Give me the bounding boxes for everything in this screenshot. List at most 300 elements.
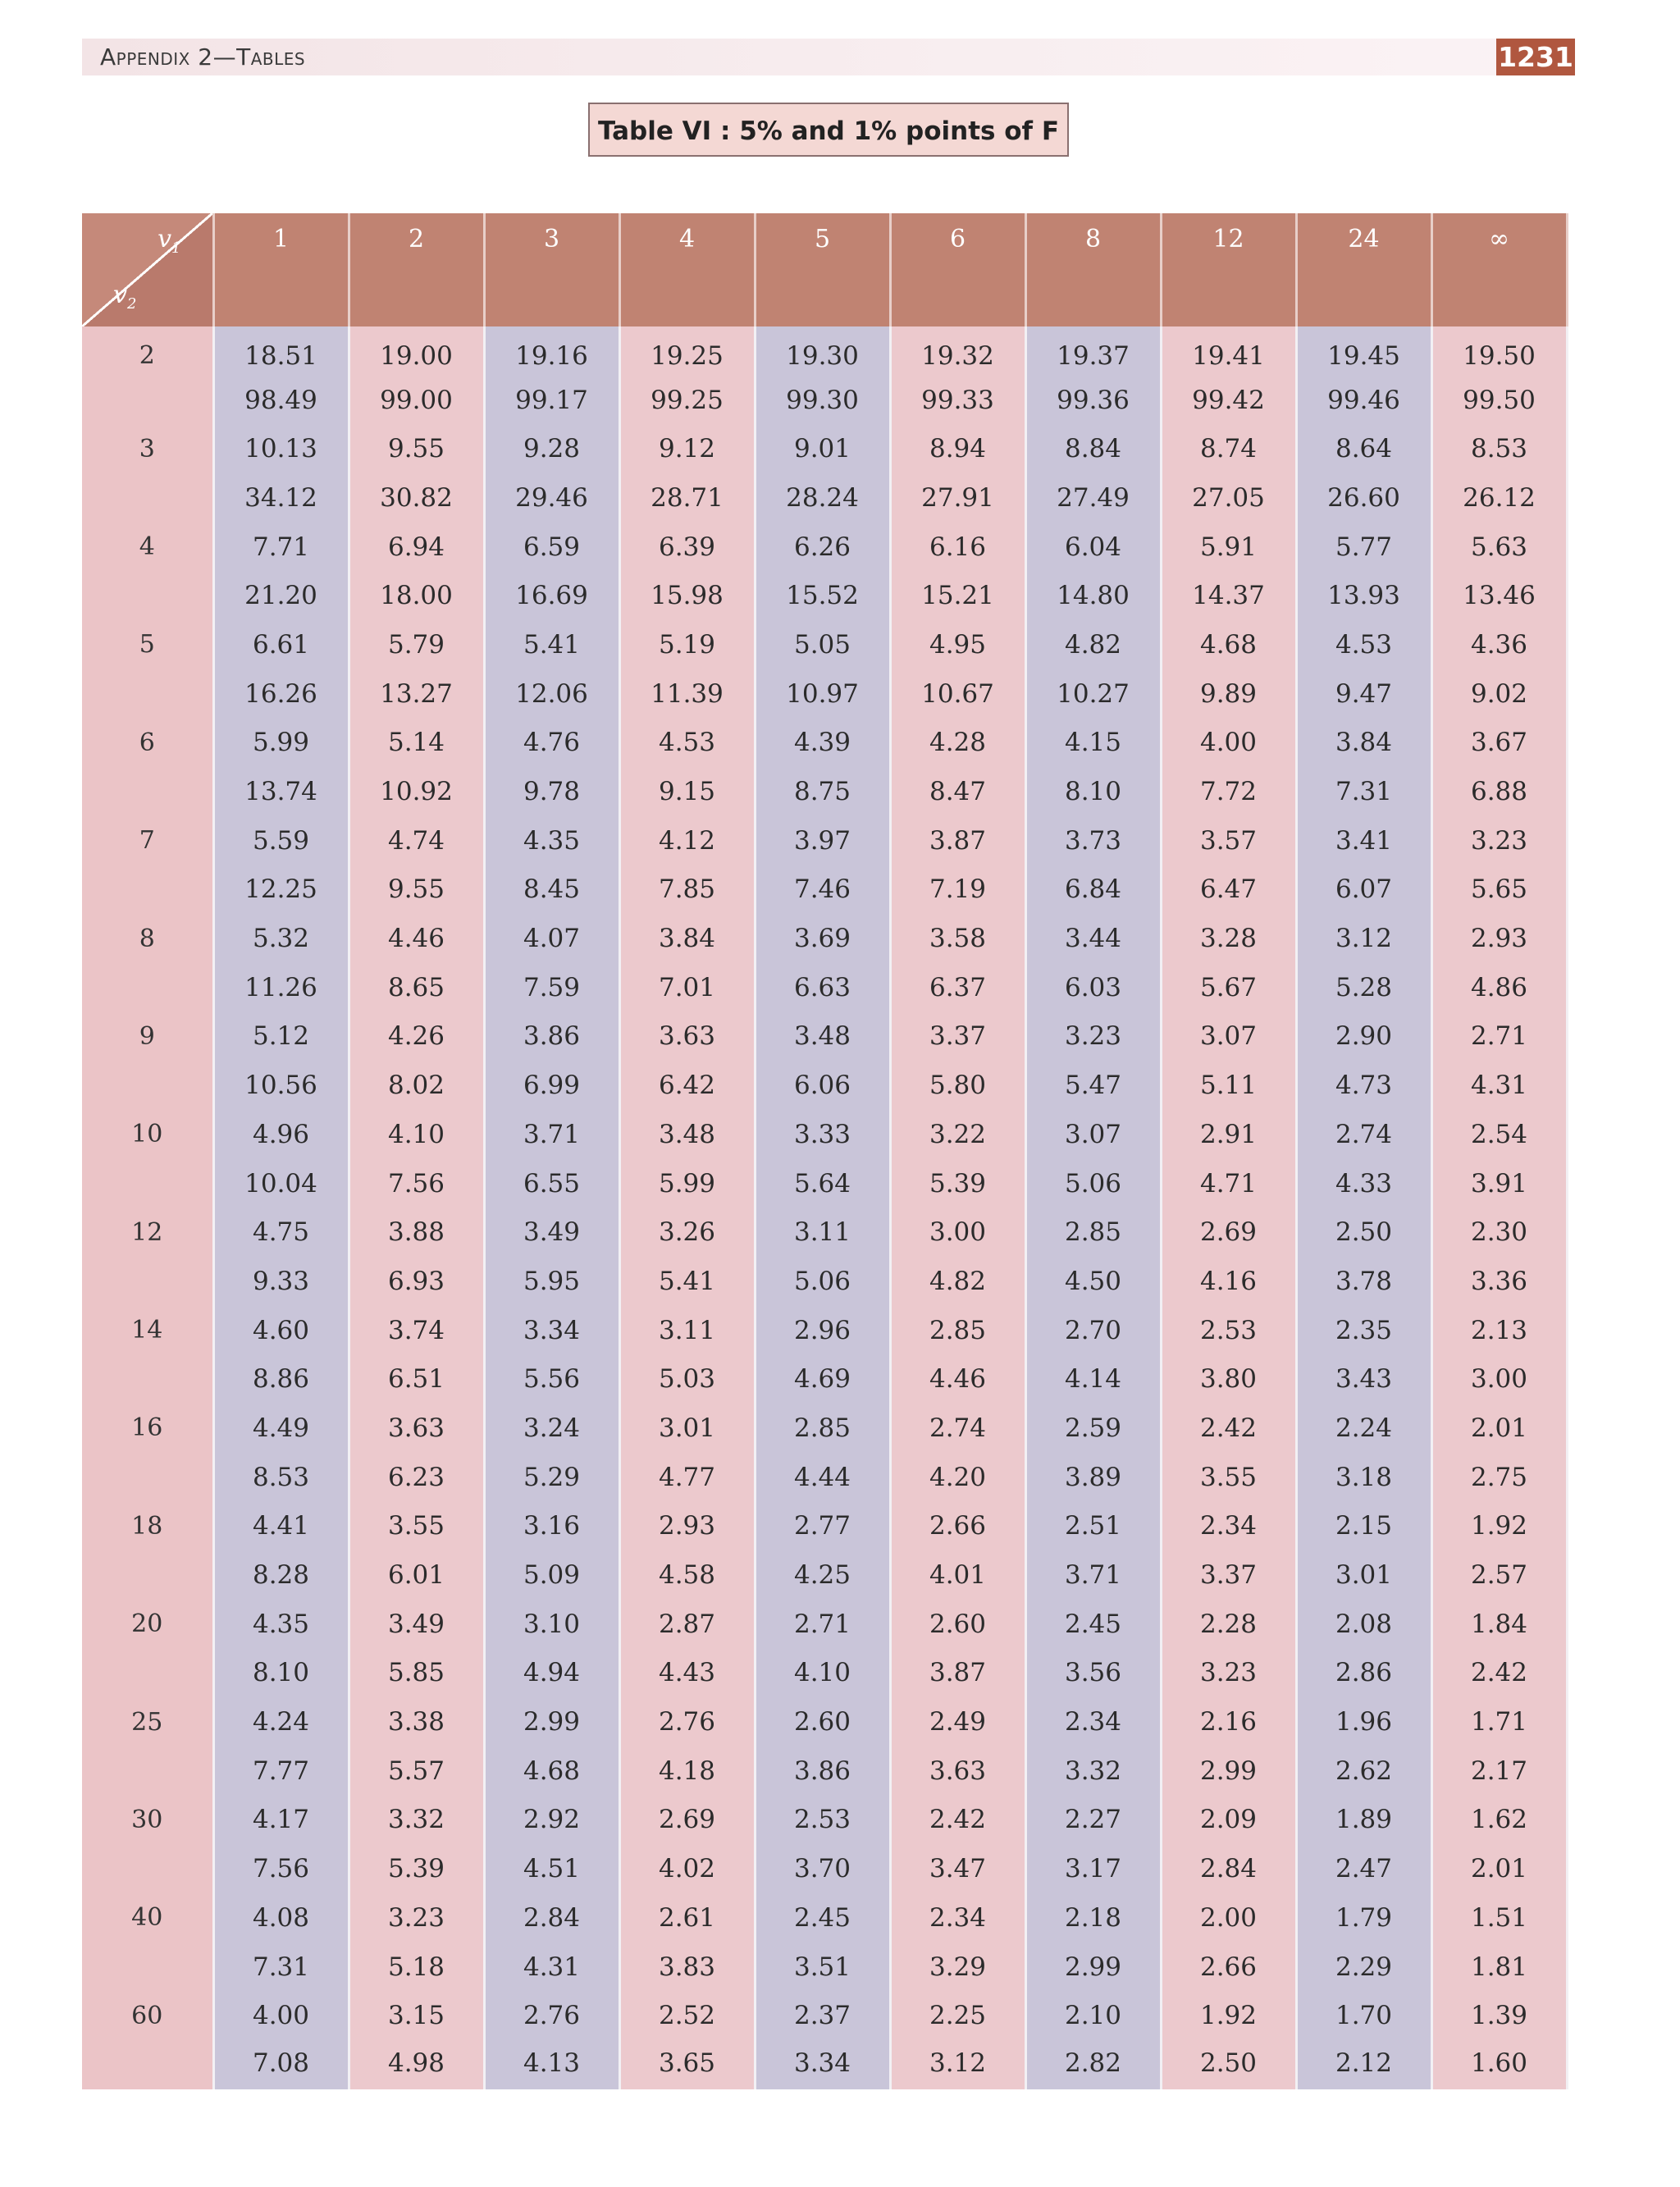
table-cell: 6.26 <box>755 523 890 572</box>
v2-cell <box>82 1061 213 1110</box>
table-cell: 4.02 <box>619 1844 755 1893</box>
table-cell: 2.18 <box>1025 1893 1161 1943</box>
table-cell: 3.22 <box>890 1110 1025 1159</box>
table-cell: 10.04 <box>213 1159 349 1208</box>
table-cell: 2.76 <box>619 1697 755 1746</box>
table-cell: 19.41 <box>1161 326 1296 376</box>
table-body <box>82 326 1567 2089</box>
table-cell: 3.83 <box>619 1943 755 1992</box>
table-cell: 6.47 <box>1161 865 1296 915</box>
table-cell: 2.99 <box>1161 1746 1296 1796</box>
table-cell: 19.00 <box>349 326 484 376</box>
v2-cell <box>82 473 213 523</box>
table-cell: 4.10 <box>755 1649 890 1698</box>
table-cell: 4.73 <box>1296 1061 1431 1110</box>
table-cell: 2.59 <box>1025 1404 1161 1453</box>
table-cell: 99.42 <box>1161 376 1296 425</box>
table-cell: 4.68 <box>1161 620 1296 669</box>
table-row <box>82 1697 1567 1746</box>
table-cell: 5.65 <box>1431 865 1567 915</box>
table-cell: 2.71 <box>1431 1012 1567 1062</box>
table-cell: 3.55 <box>1161 1453 1296 1502</box>
table-cell: 9.02 <box>1431 669 1567 719</box>
table-cell: 34.12 <box>213 473 349 523</box>
table-cell: 1.92 <box>1431 1502 1567 1551</box>
table-cell: 2.96 <box>755 1306 890 1355</box>
table-cell: 4.58 <box>619 1550 755 1600</box>
table-row <box>82 865 1567 915</box>
table-cell: 2.16 <box>1161 1697 1296 1746</box>
table-cell: 2.66 <box>1161 1943 1296 1992</box>
table-cell: 3.48 <box>619 1110 755 1159</box>
table-cell: 4.50 <box>1025 1257 1161 1306</box>
table-row <box>82 669 1567 719</box>
table-cell: 3.44 <box>1025 914 1161 963</box>
v2-cell <box>82 1159 213 1208</box>
table-cell: 5.29 <box>484 1453 619 1502</box>
table-cell: 3.23 <box>1025 1012 1161 1062</box>
table-cell: 27.05 <box>1161 473 1296 523</box>
table-cell: 2.90 <box>1296 1012 1431 1062</box>
table-cell: 6.93 <box>349 1257 484 1306</box>
table-cell: 6.39 <box>619 523 755 572</box>
v2-cell: 6 <box>82 719 213 768</box>
table-cell: 2.50 <box>1296 1208 1431 1257</box>
table-cell: 4.13 <box>484 2040 619 2089</box>
table-cell: 3.84 <box>1296 719 1431 768</box>
table-cell: 2.37 <box>755 1991 890 2040</box>
table-cell: 1.89 <box>1296 1796 1431 1845</box>
table-cell: 9.89 <box>1161 669 1296 719</box>
table-cell: 6.37 <box>890 963 1025 1012</box>
table-cell: 1.71 <box>1431 1697 1567 1746</box>
table-cell: 4.94 <box>484 1649 619 1698</box>
table-cell: 2.91 <box>1161 1110 1296 1159</box>
v2-cell: 30 <box>82 1796 213 1845</box>
table-cell: 6.63 <box>755 963 890 1012</box>
column-header: ∞ <box>1431 213 1567 326</box>
table-cell: 99.17 <box>484 376 619 425</box>
table-cell: 11.26 <box>213 963 349 1012</box>
v2-cell: 5 <box>82 620 213 669</box>
table-cell: 1.92 <box>1161 1991 1296 2040</box>
table-row <box>82 1306 1567 1355</box>
table-cell: 3.07 <box>1161 1012 1296 1062</box>
table-cell: 5.11 <box>1161 1061 1296 1110</box>
v2-cell: 9 <box>82 1012 213 1062</box>
table-cell: 6.16 <box>890 523 1025 572</box>
table-cell: 6.42 <box>619 1061 755 1110</box>
table-row <box>82 424 1567 473</box>
table-cell: 6.23 <box>349 1453 484 1502</box>
table-cell: 2.42 <box>1161 1404 1296 1453</box>
table-cell: 3.43 <box>1296 1354 1431 1404</box>
table-cell: 4.44 <box>755 1453 890 1502</box>
table-cell: 6.99 <box>484 1061 619 1110</box>
column-header: 8 <box>1025 213 1161 326</box>
table-cell: 99.50 <box>1431 376 1567 425</box>
table-cell: 30.82 <box>349 473 484 523</box>
table-cell: 2.62 <box>1296 1746 1431 1796</box>
table-cell: 3.01 <box>619 1404 755 1453</box>
table-cell: 2.61 <box>619 1893 755 1943</box>
table-cell: 4.31 <box>1431 1061 1567 1110</box>
table-cell: 6.01 <box>349 1550 484 1600</box>
v2-cell <box>82 1453 213 1502</box>
table-cell: 4.95 <box>890 620 1025 669</box>
table-cell: 7.31 <box>213 1943 349 1992</box>
table-cell: 3.70 <box>755 1844 890 1893</box>
table-cell: 5.99 <box>619 1159 755 1208</box>
table-cell: 7.46 <box>755 865 890 915</box>
table-cell: 2.24 <box>1296 1404 1431 1453</box>
table-cell: 8.10 <box>213 1649 349 1698</box>
table-cell: 3.00 <box>1431 1354 1567 1404</box>
table-cell: 16.26 <box>213 669 349 719</box>
table-row <box>82 1649 1567 1698</box>
table-cell: 4.41 <box>213 1502 349 1551</box>
table-cell: 3.17 <box>1025 1844 1161 1893</box>
table-cell: 5.18 <box>349 1943 484 1992</box>
table-cell: 3.49 <box>349 1600 484 1649</box>
v2-cell <box>82 1943 213 1992</box>
table-cell: 8.53 <box>1431 424 1567 473</box>
table-cell: 4.14 <box>1025 1354 1161 1404</box>
table-cell: 4.98 <box>349 2040 484 2089</box>
table-cell: 5.12 <box>213 1012 349 1062</box>
table-cell: 7.77 <box>213 1746 349 1796</box>
table-cell: 7.71 <box>213 523 349 572</box>
table-cell: 10.67 <box>890 669 1025 719</box>
table-cell: 4.31 <box>484 1943 619 1992</box>
table-cell: 4.46 <box>349 914 484 963</box>
v2-cell: 16 <box>82 1404 213 1453</box>
table-cell: 4.36 <box>1431 620 1567 669</box>
table-cell: 10.97 <box>755 669 890 719</box>
table-cell: 16.69 <box>484 571 619 620</box>
table-row <box>82 1208 1567 1257</box>
table-cell: 7.56 <box>349 1159 484 1208</box>
table-cell: 3.78 <box>1296 1257 1431 1306</box>
table-row <box>82 719 1567 768</box>
table-cell: 3.32 <box>1025 1746 1161 1796</box>
table-cell: 9.12 <box>619 424 755 473</box>
table-cell: 4.86 <box>1431 963 1567 1012</box>
table-cell: 11.39 <box>619 669 755 719</box>
table-cell: 5.79 <box>349 620 484 669</box>
table-cell: 2.01 <box>1431 1404 1567 1453</box>
table-cell: 2.53 <box>755 1796 890 1845</box>
table-cell: 1.60 <box>1431 2040 1567 2089</box>
table-cell: 2.52 <box>619 1991 755 2040</box>
table-cell: 7.31 <box>1296 767 1431 816</box>
v2-cell <box>82 767 213 816</box>
column-header: 2 <box>349 213 484 326</box>
table-cell: 21.20 <box>213 571 349 620</box>
table-cell: 3.29 <box>890 1943 1025 1992</box>
table-cell: 3.23 <box>1161 1649 1296 1698</box>
table-cell: 5.80 <box>890 1061 1025 1110</box>
table-cell: 8.75 <box>755 767 890 816</box>
table-cell: 2.00 <box>1161 1893 1296 1943</box>
table-cell: 5.06 <box>755 1257 890 1306</box>
table-cell: 2.09 <box>1161 1796 1296 1845</box>
v2-cell: 40 <box>82 1893 213 1943</box>
v2-cell: 4 <box>82 523 213 572</box>
table-cell: 2.86 <box>1296 1649 1431 1698</box>
table-cell: 2.25 <box>890 1991 1025 2040</box>
table-cell: 3.23 <box>1431 816 1567 865</box>
table-cell: 5.32 <box>213 914 349 963</box>
table-cell: 4.25 <box>755 1550 890 1600</box>
table-row <box>82 326 1567 376</box>
table-row <box>82 571 1567 620</box>
table-cell: 5.09 <box>484 1550 619 1600</box>
table-cell: 3.57 <box>1161 816 1296 865</box>
v2-cell <box>82 963 213 1012</box>
page-number: 1231 <box>1496 39 1575 75</box>
v2-cell <box>82 2040 213 2089</box>
table-cell: 9.55 <box>349 865 484 915</box>
table-cell: 10.13 <box>213 424 349 473</box>
table-cell: 4.12 <box>619 816 755 865</box>
table-cell: 8.94 <box>890 424 1025 473</box>
table-row <box>82 1844 1567 1893</box>
table-cell: 1.96 <box>1296 1697 1431 1746</box>
table-cell: 19.16 <box>484 326 619 376</box>
table-row <box>82 1159 1567 1208</box>
table-cell: 8.86 <box>213 1354 349 1404</box>
column-header: 6 <box>890 213 1025 326</box>
table-cell: 1.79 <box>1296 1893 1431 1943</box>
table-cell: 3.91 <box>1431 1159 1567 1208</box>
table-cell: 8.53 <box>213 1453 349 1502</box>
column-header: 12 <box>1161 213 1296 326</box>
table-row <box>82 1061 1567 1110</box>
table-cell: 3.89 <box>1025 1453 1161 1502</box>
table-cell: 3.24 <box>484 1404 619 1453</box>
table-cell: 5.99 <box>213 719 349 768</box>
table-cell: 2.69 <box>1161 1208 1296 1257</box>
table-cell: 2.77 <box>755 1502 890 1551</box>
table-cell: 12.06 <box>484 669 619 719</box>
v2-cell: 25 <box>82 1697 213 1746</box>
table-cell: 2.92 <box>484 1796 619 1845</box>
table-cell: 4.76 <box>484 719 619 768</box>
table-cell: 5.28 <box>1296 963 1431 1012</box>
table-cell: 3.88 <box>349 1208 484 1257</box>
table-row <box>82 1110 1567 1159</box>
table-cell: 4.07 <box>484 914 619 963</box>
table-cell: 2.34 <box>890 1893 1025 1943</box>
table-cell: 4.53 <box>619 719 755 768</box>
table-row <box>82 1600 1567 1649</box>
table-cell: 3.73 <box>1025 816 1161 865</box>
table-cell: 3.32 <box>349 1796 484 1845</box>
table-cell: 9.01 <box>755 424 890 473</box>
v1-label: $v_1$ <box>158 225 181 257</box>
table-cell: 8.10 <box>1025 767 1161 816</box>
table-cell: 3.23 <box>349 1893 484 1943</box>
v2-cell: 60 <box>82 1991 213 2040</box>
table-cell: 4.69 <box>755 1354 890 1404</box>
table-cell: 6.06 <box>755 1061 890 1110</box>
table-cell: 5.59 <box>213 816 349 865</box>
table-cell: 2.13 <box>1431 1306 1567 1355</box>
table-header-row <box>82 213 1567 326</box>
table-cell: 4.35 <box>484 816 619 865</box>
v2-cell: 10 <box>82 1110 213 1159</box>
table-cell: 8.74 <box>1161 424 1296 473</box>
table-cell: 3.12 <box>890 2040 1025 2089</box>
column-header: 4 <box>619 213 755 326</box>
table-row <box>82 963 1567 1012</box>
table-cell: 7.85 <box>619 865 755 915</box>
table-cell: 3.80 <box>1161 1354 1296 1404</box>
table-cell: 7.08 <box>213 2040 349 2089</box>
table-cell: 4.20 <box>890 1453 1025 1502</box>
table-cell: 4.96 <box>213 1110 349 1159</box>
table-cell: 4.00 <box>1161 719 1296 768</box>
table-cell: 13.27 <box>349 669 484 719</box>
table-cell: 3.33 <box>755 1110 890 1159</box>
table-cell: 5.77 <box>1296 523 1431 572</box>
table-cell: 5.63 <box>1431 523 1567 572</box>
corner-header-cell <box>82 213 213 326</box>
table-cell: 8.45 <box>484 865 619 915</box>
v2-cell <box>82 1844 213 1893</box>
page-header <box>82 39 1575 75</box>
table-row <box>82 2040 1567 2089</box>
table-cell: 9.78 <box>484 767 619 816</box>
v2-cell: 3 <box>82 424 213 473</box>
table-cell: 4.08 <box>213 1893 349 1943</box>
table-row <box>82 1550 1567 1600</box>
header-title: Appendix 2—Tables <box>100 43 306 71</box>
table-cell: 9.28 <box>484 424 619 473</box>
table-cell: 2.17 <box>1431 1746 1567 1796</box>
table-cell: 3.28 <box>1161 914 1296 963</box>
table-cell: 7.56 <box>213 1844 349 1893</box>
v2-cell <box>82 571 213 620</box>
table-cell: 3.71 <box>1025 1550 1161 1600</box>
table-cell: 19.25 <box>619 326 755 376</box>
table-cell: 3.86 <box>484 1012 619 1062</box>
table-cell: 5.56 <box>484 1354 619 1404</box>
v2-cell: 7 <box>82 816 213 865</box>
table-cell: 19.30 <box>755 326 890 376</box>
table-cell: 99.33 <box>890 376 1025 425</box>
table-cell: 3.01 <box>1296 1550 1431 1600</box>
table-cell: 3.38 <box>349 1697 484 1746</box>
table-cell: 99.25 <box>619 376 755 425</box>
table-cell: 2.50 <box>1161 2040 1296 2089</box>
table-row <box>82 473 1567 523</box>
column-header: 5 <box>755 213 890 326</box>
table-cell: 5.14 <box>349 719 484 768</box>
table-cell: 3.87 <box>890 1649 1025 1698</box>
table-cell: 2.08 <box>1296 1600 1431 1649</box>
table-cell: 3.00 <box>890 1208 1025 1257</box>
table-row <box>82 523 1567 572</box>
table-row <box>82 1893 1567 1943</box>
table-cell: 3.47 <box>890 1844 1025 1893</box>
table-cell: 5.39 <box>349 1844 484 1893</box>
table-cell: 6.94 <box>349 523 484 572</box>
table-cell: 4.82 <box>1025 620 1161 669</box>
table-cell: 6.51 <box>349 1354 484 1404</box>
table-cell: 6.04 <box>1025 523 1161 572</box>
table-cell: 3.15 <box>349 1991 484 2040</box>
v2-cell: 12 <box>82 1208 213 1257</box>
table-row <box>82 914 1567 963</box>
table-cell: 2.12 <box>1296 2040 1431 2089</box>
table-cell: 2.70 <box>1025 1306 1161 1355</box>
v2-cell: 20 <box>82 1600 213 1649</box>
table-row <box>82 816 1567 865</box>
table-cell: 5.91 <box>1161 523 1296 572</box>
table-cell: 3.49 <box>484 1208 619 1257</box>
v2-cell <box>82 1550 213 1600</box>
table-cell: 8.84 <box>1025 424 1161 473</box>
table-cell: 2.30 <box>1431 1208 1567 1257</box>
table-cell: 2.10 <box>1025 1991 1161 2040</box>
table-cell: 4.24 <box>213 1697 349 1746</box>
table-cell: 2.71 <box>755 1600 890 1649</box>
table-cell: 2.93 <box>619 1502 755 1551</box>
table-cell: 3.34 <box>755 2040 890 2089</box>
table-row <box>82 1453 1567 1502</box>
table-cell: 3.67 <box>1431 719 1567 768</box>
table-cell: 3.65 <box>619 2040 755 2089</box>
table-cell: 18.51 <box>213 326 349 376</box>
v2-cell <box>82 1257 213 1306</box>
table-cell: 13.46 <box>1431 571 1567 620</box>
table-cell: 8.28 <box>213 1550 349 1600</box>
table-cell: 2.47 <box>1296 1844 1431 1893</box>
column-header: 3 <box>484 213 619 326</box>
table-cell: 9.55 <box>349 424 484 473</box>
table-cell: 5.06 <box>1025 1159 1161 1208</box>
table-cell: 3.97 <box>755 816 890 865</box>
table-cell: 6.61 <box>213 620 349 669</box>
table-cell: 2.51 <box>1025 1502 1161 1551</box>
table-cell: 19.50 <box>1431 326 1567 376</box>
table-cell: 3.37 <box>1161 1550 1296 1600</box>
table-cell: 5.41 <box>484 620 619 669</box>
table-cell: 5.47 <box>1025 1061 1161 1110</box>
table-cell: 1.62 <box>1431 1796 1567 1845</box>
table-cell: 4.74 <box>349 816 484 865</box>
v2-cell: 14 <box>82 1306 213 1355</box>
table-cell: 1.81 <box>1431 1943 1567 1992</box>
table-cell: 4.46 <box>890 1354 1025 1404</box>
table-cell: 3.12 <box>1296 914 1431 963</box>
table-cell: 3.63 <box>349 1404 484 1453</box>
table-cell: 2.29 <box>1296 1943 1431 1992</box>
table-cell: 14.80 <box>1025 571 1161 620</box>
table-cell: 2.53 <box>1161 1306 1296 1355</box>
table-cell: 5.41 <box>619 1257 755 1306</box>
table-cell: 5.57 <box>349 1746 484 1796</box>
table-cell: 9.33 <box>213 1257 349 1306</box>
table-cell: 5.95 <box>484 1257 619 1306</box>
table-cell: 4.10 <box>349 1110 484 1159</box>
table-cell: 3.63 <box>619 1012 755 1062</box>
table-cell: 4.18 <box>619 1746 755 1796</box>
table-cell: 14.37 <box>1161 571 1296 620</box>
table-cell: 2.66 <box>890 1502 1025 1551</box>
